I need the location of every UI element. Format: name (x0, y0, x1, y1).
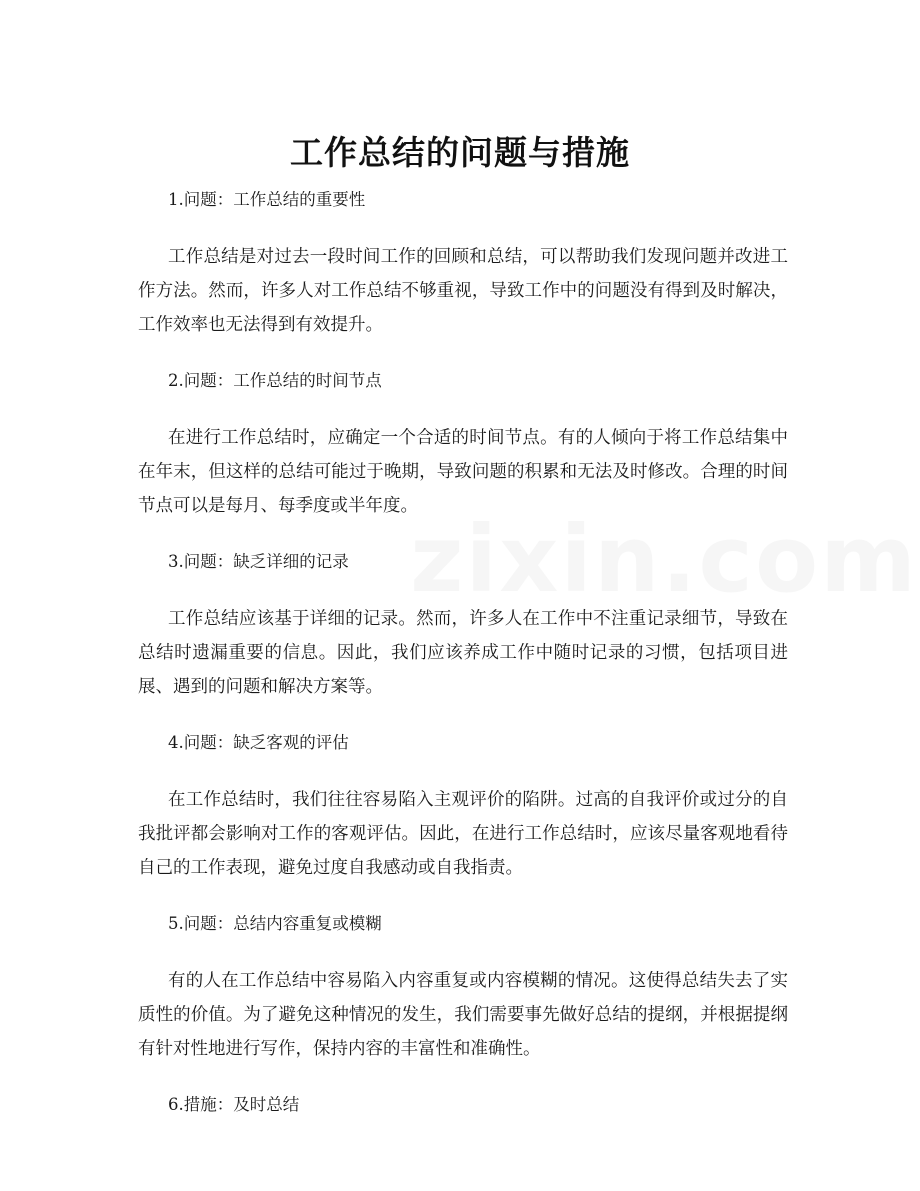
section-paragraph: 有的人在工作总结中容易陷入内容重复或内容模糊的情况。这使得总结失去了实质性的价值。为了避免这种情况的发生，我们需要事先做好总结的提纲，并根据提纲有针对性地进行写作，保持内容的丰富性和准确性。 (138, 971, 788, 1059)
section-heading: 3.问题：缺乏详细的记录 (168, 552, 349, 571)
section-5 (138, 907, 788, 1088)
section-paragraph: 在工作总结时，我们往往容易陷入主观评价的陷阱。过高的自我评价或过分的自我批评都会影响对工作的客观评估。因此，在进行工作总结时，应该尽量客观地看待自己的工作表现，避免过度自我感动或自我指责。 (138, 790, 788, 878)
section-2 (138, 364, 788, 545)
page-title: 工作总结的问题与措施 (290, 133, 630, 173)
section-heading: 4.问题：缺乏客观的评估 (168, 733, 349, 752)
section-3 (138, 545, 788, 726)
section-4 (138, 726, 788, 907)
section-1 (138, 183, 788, 364)
section-heading: 5.问题：总结内容重复或模糊 (168, 914, 382, 933)
section-heading: 2.问题：工作总结的时间节点 (168, 371, 382, 390)
section-6 (138, 1088, 788, 1122)
section-heading: 6.措施：及时总结 (168, 1095, 300, 1114)
section-heading: 1.问题：工作总结的重要性 (168, 190, 366, 209)
section-paragraph: 工作总结应该基于详细的记录。然而，许多人在工作中不注重记录细节，导致在总结时遗漏重要的信息。因此，我们应该养成工作中随时记录的习惯，包括项目进展、遇到的问题和解决方案等。 (138, 609, 788, 697)
section-paragraph: 工作总结是对过去一段时间工作的回顾和总结，可以帮助我们发现问题并改进工作方法。然而，许多人对工作总结不够重视，导致工作中的问题没有得到及时解决，工作效率也无法得到有效提升。 (138, 247, 788, 335)
document-body (138, 183, 788, 1122)
section-paragraph: 在进行工作总结时，应确定一个合适的时间节点。有的人倾向于将工作总结集中在年末，但这样的总结可能过于晚期，导致问题的积累和无法及时修改。合理的时间节点可以是每月、每季度或半年度。 (138, 428, 788, 516)
